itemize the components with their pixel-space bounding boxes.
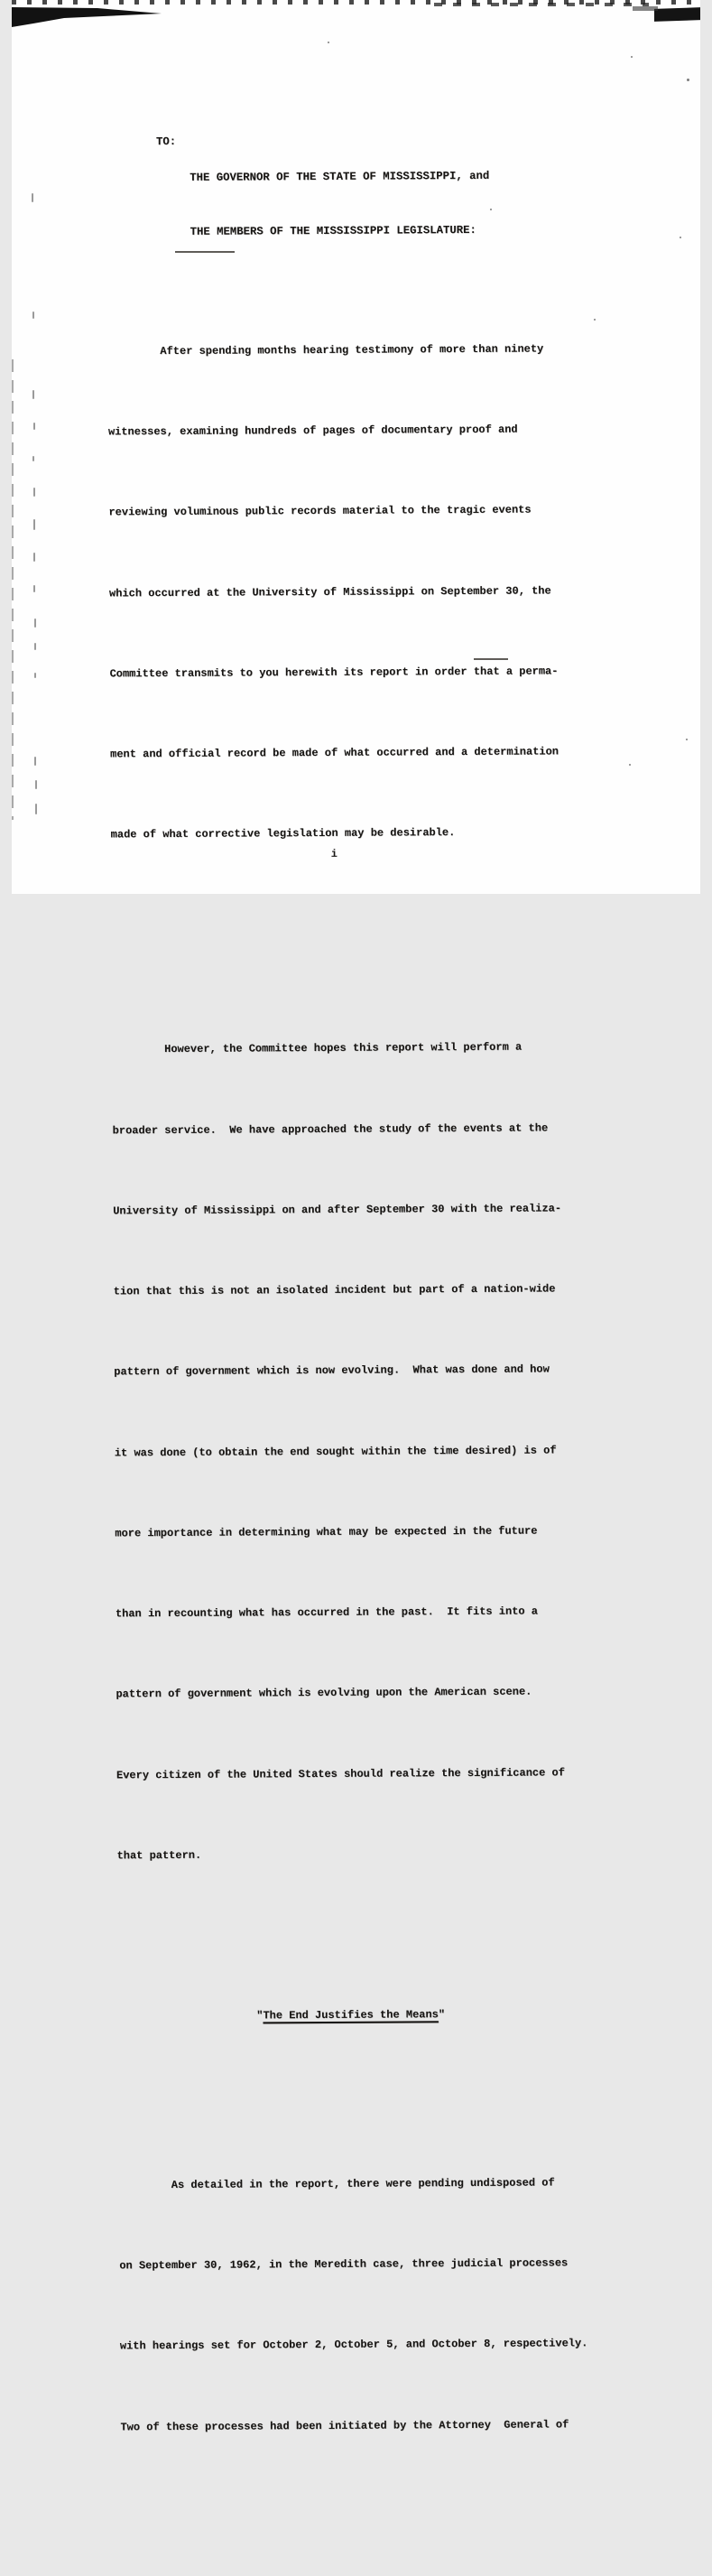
- text-line: University of Mississippi on and after September 30 with the realiza-: [113, 1195, 600, 1225]
- document-page: [12, 0, 700, 894]
- text-line: Every citizen of the United States should realize the significance of: [116, 1760, 604, 1790]
- scan-artifact-tick: [34, 757, 36, 766]
- page-number: i: [331, 848, 338, 860]
- paragraph-2: [112, 981, 605, 1924]
- scan-artifact-tick: [34, 673, 36, 678]
- scan-artifact-tick: [34, 643, 36, 650]
- scan-artifact-left-edge-line: [12, 359, 14, 820]
- paragraph-3: [118, 2116, 608, 2495]
- salutation-line: THE MEMBERS OF THE MISSISSIPPI LEGISLATURE:: [190, 221, 490, 241]
- text-line: witnesses, examining hundreds of pages of documentary proof and: [108, 416, 596, 446]
- text-line: more importance in determining what may be expected in the future: [115, 1518, 602, 1548]
- scan-artifact-tick: [33, 423, 35, 430]
- scan-artifact-tick: [35, 804, 37, 814]
- text-line: pattern of government which is now evolving. What was done and how: [114, 1356, 601, 1386]
- scan-artifact-tick: [32, 456, 34, 461]
- section-heading: [118, 2001, 584, 2031]
- scan-artifact-tick: [32, 193, 33, 202]
- text-line: After spending months hearing testimony of more than ninety: [107, 336, 595, 366]
- scan-artifact-tick: [34, 618, 36, 628]
- text-line: Committee transmits to you herewith its report in order that a perma-: [109, 658, 596, 688]
- salutation-line: THE GOVERNOR OF THE STATE OF MISSISSIPPI, and: [190, 167, 489, 187]
- text-line: As detailed in the report, there were pending undisposed of: [119, 2170, 606, 2199]
- scan-artifact-tick: [33, 519, 35, 530]
- text-line: on September 30, 1962, in the Meredith case, three judicial processes: [119, 2250, 606, 2280]
- document-body: [106, 201, 608, 2575]
- text-line: ment and official record be made of what occurred and a determination: [110, 739, 597, 768]
- text-line: tion that this is not an isolated incident but part of a nation-wide: [114, 1276, 601, 1306]
- text-line: than in recounting what has occurred in the past. It fits into a: [116, 1598, 603, 1628]
- scan-artifact-tick: [32, 312, 34, 319]
- text-line: pattern of government which is evolving upon the American scene.: [116, 1679, 603, 1708]
- scan-artifact-tick: [33, 488, 35, 497]
- scan-artifact-speck: [687, 79, 689, 81]
- scan-artifact-tick: [33, 585, 35, 592]
- heading-close-quote: ": [439, 2008, 445, 2021]
- text-line: Two of these processes had been initiated by the Attorney General of: [120, 2412, 607, 2441]
- scan-artifact-speck: [686, 739, 688, 740]
- heading-text: The End Justifies the Means: [263, 2008, 439, 2022]
- text-line: However, the Committee hopes this report will perform a: [112, 1034, 599, 1064]
- scan-artifact-corner-wedge: [12, 5, 165, 30]
- scan-artifact-speck: [631, 56, 633, 58]
- scan-artifact-speck: [629, 764, 631, 766]
- scan-artifact-tick: [33, 553, 35, 562]
- scan-artifact-right-bar: [654, 7, 700, 22]
- text-line: it was done (to obtain the end sought within the time desired) is of: [115, 1437, 602, 1467]
- text-line: broader service. We have approached the study of the events at the: [113, 1115, 600, 1145]
- text-line: reviewing voluminous public records material to the tragic events: [108, 497, 596, 526]
- text-line: with hearings set for October 2, October 5, and October 8, respectively.: [120, 2330, 607, 2360]
- text-line: that pattern.: [116, 1840, 604, 1870]
- salutation-to-label: TO:: [156, 133, 176, 151]
- heading-open-quote: ": [256, 2010, 263, 2023]
- text-line: which occurred at the University of Mississippi on September 30, the: [109, 578, 596, 608]
- scan-artifact-right-smudge: [633, 6, 658, 11]
- scan-artifact-top-dashes-heavy: [434, 3, 649, 6]
- scan-artifact-top-dashes: [12, 0, 700, 5]
- scan-artifact-tick: [35, 780, 37, 789]
- scan-artifact-speck: [328, 42, 329, 43]
- scan-artifact-tick: [32, 390, 34, 399]
- scan-artifact-speck: [680, 237, 681, 238]
- text-line: made of what corrective legislation may be desirable.: [111, 819, 598, 849]
- paragraph-1: [107, 282, 598, 903]
